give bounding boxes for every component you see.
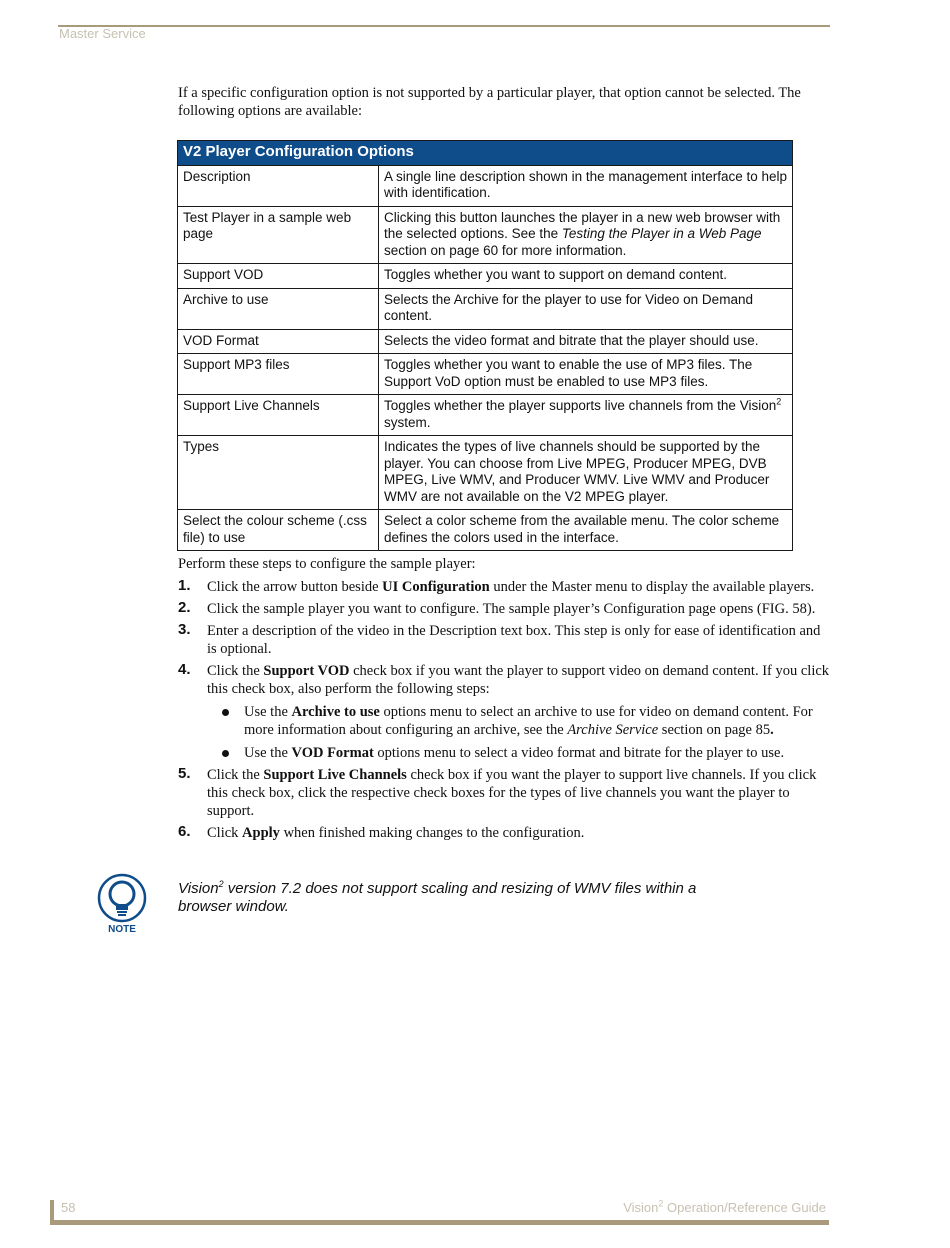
- option-description: Indicates the types of live channels should be supported by the player. You can choose from Live MPEG, Producer MPEG, DVB MPEG, Live WMV, and Producer WMV. Live WMV and Producer WMV are not available on the V2 MPEG player.: [379, 436, 793, 510]
- list-item: 2. Click the sample player you want to configure. The sample player’s Configuration page opens (FIG. 58).: [178, 599, 816, 617]
- table-row: [178, 206, 793, 264]
- option-name: Support MP3 files: [178, 354, 379, 395]
- table-row: [178, 436, 793, 510]
- list-item: 5. Click the Support Live Channels check box if you want the player to support live channels. If you click this check box, click the respective check boxes for the types of live channels you want the player to support.: [178, 765, 817, 819]
- cross-reference: Archive Service: [567, 722, 659, 738]
- list-item: 1. Click the arrow button beside UI Configuration under the Master menu to display the available players.: [178, 577, 815, 595]
- intro-paragraph: If a specific configuration option is not supported by a particular player, that option cannot be selected. The following options are available:: [178, 85, 801, 119]
- options-table: [177, 140, 793, 551]
- table-row: [178, 264, 793, 289]
- option-description: Selects the video format and bitrate that the player should use.: [379, 329, 793, 354]
- step-number: 2.: [178, 599, 191, 616]
- header-rule: [58, 25, 830, 27]
- option-description: Toggles whether you want to enable the use of MP3 files. The Support VoD option must be enabled to use MP3 files.: [379, 354, 793, 395]
- sub-list-item: Use the VOD Format options menu to select a video format and bitrate for the player to use.: [207, 744, 830, 762]
- ui-term: Apply: [242, 825, 280, 841]
- list-item: 4. Click the Support VOD check box if you want the player to support video on demand content. If you click this check box, also perform the following steps: Use the Archive to use options menu to select an archive to use for video on demand content. For more information about configuring an archive, see the Archive Service section on page 85. Use the VOD Format options menu to select a video format and bitrate for the player to use.: [178, 661, 830, 761]
- option-description: A single line description shown in the management interface to help with identification.: [379, 165, 793, 206]
- option-name: VOD Format: [178, 329, 379, 354]
- table-title: V2 Player Configuration Options: [178, 141, 793, 166]
- footer-accent: [50, 1200, 54, 1222]
- option-name: Select the colour scheme (.css file) to use: [178, 510, 379, 551]
- step-number: 1.: [178, 577, 191, 594]
- option-name: Support VOD: [178, 264, 379, 289]
- option-description: Select a color scheme from the available menu. The color scheme defines the colors used in the interface.: [379, 510, 793, 551]
- table-row: [178, 395, 793, 436]
- list-item: 6. Click Apply when finished making changes to the configuration.: [178, 823, 585, 841]
- bullet-icon: [222, 709, 229, 716]
- step-number: 4.: [178, 661, 191, 678]
- table-row: [178, 354, 793, 395]
- option-description: Toggles whether the player supports live channels from the Vision$^2$ system.: [379, 395, 793, 436]
- option-name: Support Live Channels: [178, 395, 379, 436]
- table-row: [178, 329, 793, 354]
- option-name: Description: [178, 165, 379, 206]
- list-item: 3. Enter a description of the video in the Description text box. This step is only for ease of identification and is optional.: [178, 621, 821, 657]
- step-number: 5.: [178, 765, 191, 782]
- step-number: 3.: [178, 621, 191, 638]
- steps-list: [178, 578, 830, 846]
- table-row: [178, 510, 793, 551]
- option-description: Toggles whether you want to support on demand content.: [379, 264, 793, 289]
- bullet-icon: [222, 750, 229, 757]
- option-description: Selects the Archive for the player to use for Video on Demand content.: [379, 288, 793, 329]
- ui-term: Support Live Channels: [263, 767, 407, 783]
- sub-list-item: Use the Archive to use options menu to select an archive to use for video on demand content. For more information about configuring an archive, see the Archive Service section on page 85.: [207, 703, 830, 739]
- ui-term: VOD Format: [291, 745, 374, 761]
- page-number: 58: [61, 1200, 76, 1215]
- running-header: Master Service: [59, 26, 146, 41]
- option-name: Test Player in a sample web page: [178, 206, 379, 264]
- option-name: Archive to use: [178, 288, 379, 329]
- cross-reference: Testing the Player in a Web Page: [561, 226, 762, 241]
- ui-term: UI Configuration: [382, 579, 490, 595]
- option-name: Types: [178, 436, 379, 510]
- note-label: NOTE: [108, 924, 136, 935]
- footer-rule: [50, 1220, 829, 1225]
- table-row: [178, 165, 793, 206]
- step-number: 6.: [178, 823, 191, 840]
- note-text: Vision$^2$ version 7.2 does not support scaling and resizing of WMV files within a browser window.: [178, 879, 697, 915]
- guide-title: Vision$^2$ Operation/Reference Guide: [623, 1198, 826, 1215]
- steps-intro: Perform these steps to configure the sample player:: [178, 556, 476, 572]
- ui-term: Archive to use: [291, 704, 380, 720]
- table-row: [178, 288, 793, 329]
- ui-term: Support VOD: [263, 663, 350, 679]
- option-description: Clicking this button launches the player in a new web browser with the selected options. See the Testing the Player in a Web Page section on page 60 for more information.: [379, 206, 793, 264]
